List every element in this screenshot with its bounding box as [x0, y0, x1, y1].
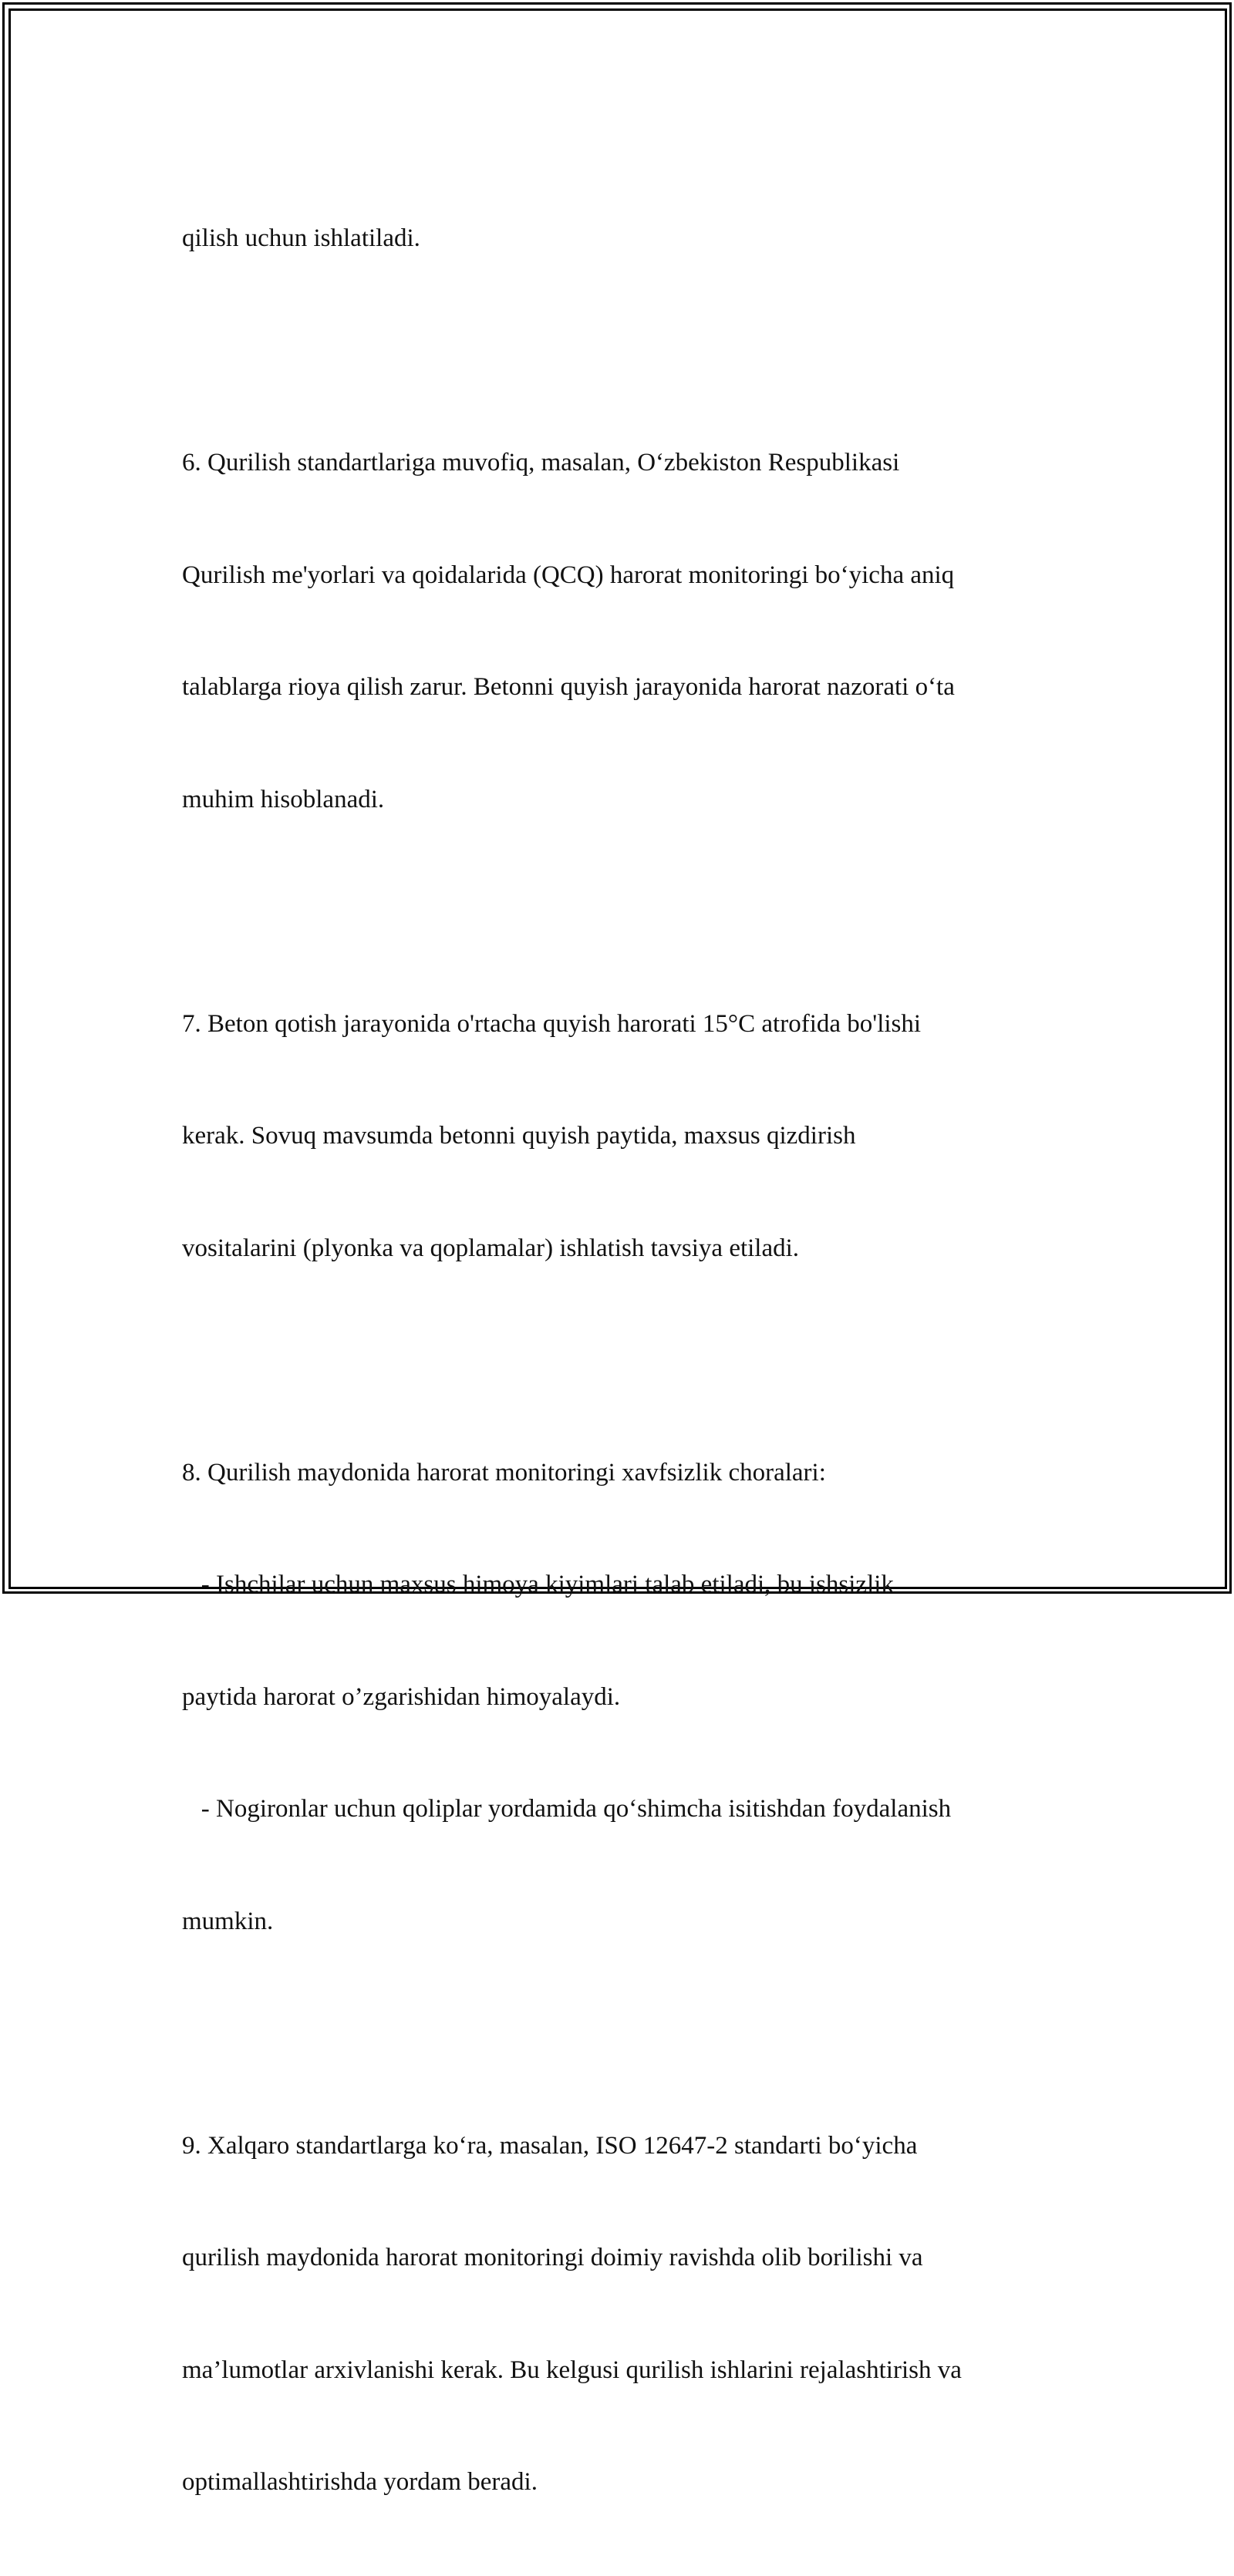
text-line: 6. Qurilish standartlariga muvofiq, masalan, O‘zbekiston Respublikasi	[182, 449, 900, 476]
text-line: kerak. Sovuq mavsumda betonni quyish paytida, maxsus qizdirish	[182, 1122, 856, 1150]
paragraph-item-9	[182, 2052, 1061, 2576]
text-line: talablarga rioya qilish zarur. Betonni quyish jarayonida harorat nazorati o‘ta	[182, 673, 955, 701]
text-line: 8. Qurilish maydonida harorat monitoringi xavfsizlik choralari:	[182, 1458, 826, 1487]
text-line: vositalarini (plyonka va qoplamalar) ishlatish tavsiya etiladi.	[182, 1234, 800, 1262]
document-body	[182, 145, 1061, 2576]
text-line: muhim hisoblanadi.	[182, 785, 385, 813]
text-line: - Ishchilar uchun maxsus himoya kiyimlari talab etiladi, bu ishsizlik	[182, 1571, 894, 1598]
paragraph-continuation	[182, 145, 1061, 332]
text-line: qurilish maydonida harorat monitoringi doimiy ravishda olib borilishi va	[182, 2244, 923, 2271]
text-line: - Nogironlar uchun qoliplar yordamida qo‘shimcha isitishdan foydalanish	[182, 1795, 952, 1823]
text-line: 9. Xalqaro standartlarga ko‘ra, masalan, ISO 12647-2 standarti bo‘yicha	[182, 2131, 918, 2160]
paragraph-item-7	[182, 931, 1061, 1342]
text-line: mumkin.	[182, 1907, 274, 1935]
text-line: qilish uchun ishlatiladi.	[182, 224, 420, 252]
paragraph-gap	[182, 893, 1061, 931]
text-line: ma’lumotlar arxivlanishi kerak. Bu kelgusi qurilish ishlarini rejalashtirish va	[182, 2355, 962, 2384]
paragraph-item-6	[182, 369, 1061, 893]
paragraph-item-8	[182, 1379, 1061, 2015]
text-line: paytida harorat o’zgarishidan himoyalaydi.	[182, 1682, 621, 1711]
paragraph-gap	[182, 2015, 1061, 2052]
paragraph-gap	[182, 332, 1061, 370]
text-line: Qurilish me'yorlari va qoidalarida (QCQ) harorat monitoringi bo‘yicha aniq	[182, 561, 955, 589]
text-line: 7. Beton qotish jarayonida o'rtacha quyish harorati 15°C atrofida bo'lishi	[182, 1009, 922, 1038]
text-line: optimallashtirishda yordam beradi.	[182, 2468, 538, 2496]
paragraph-gap	[182, 1342, 1061, 1379]
